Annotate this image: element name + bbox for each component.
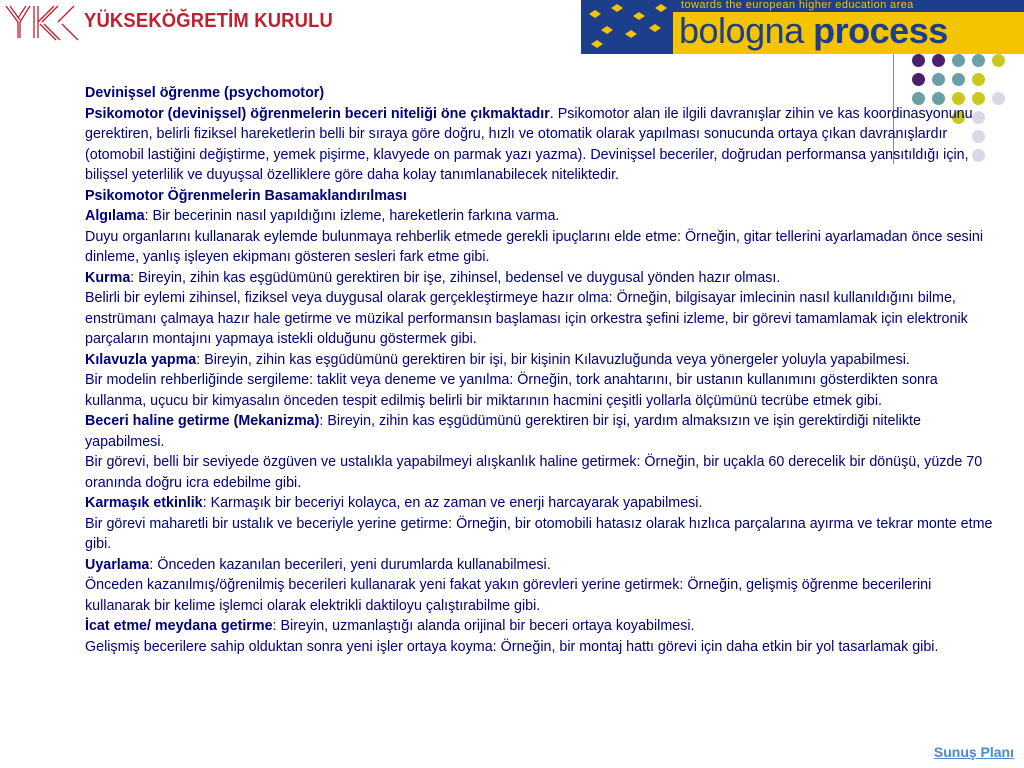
level-example: Duyu organlarını kullanarak eylemde bulunmaya rehberlik etmede gerekli ipuçlarını elde etme: Örneğin, gitar tellerini ayarlamadan önce sesini dinleme, yanlış işleyen ekipmanı gösteren sesleri fark etme gibi. bbox=[85, 228, 984, 265]
intro-paragraph bbox=[85, 104, 995, 186]
bologna-wordmark bbox=[679, 10, 948, 52]
level-definition-text: : Bireyin, zihin kas eşgüdümünü gerektiren bir işi, yardım almaksızın ve işin gerektirdiği nitelikte yapabilmesi. bbox=[85, 413, 921, 450]
bologna-word-bold: process bbox=[813, 10, 948, 51]
dot bbox=[972, 54, 985, 67]
level-definition-text: : Bireyin, uzmanlaştığı alanda orijinal bir beceri ortaya koyabilmesi. bbox=[272, 618, 695, 634]
level-example: Bir görevi, belli bir seviyede özgüven ve ustalıkla yapabilmeyi alışkanlık haline getirmek: Örneğin, bir uçakla 60 derecelik bir dönüşü, yüzde 70 oranında doğru icra edebilme gibi. bbox=[85, 454, 983, 491]
yok-logo-text: YÜKSEKÖĞRETİM KURULU bbox=[84, 9, 334, 32]
bologna-emblem bbox=[581, 0, 673, 54]
level-term: Beceri haline getirme (Mekanizma) bbox=[85, 413, 320, 429]
level-term: Kurma bbox=[85, 269, 131, 286]
bologna-process-banner bbox=[581, 0, 1024, 54]
dot bbox=[912, 54, 925, 67]
level-term: İcat etme/ meydana getirme bbox=[85, 618, 273, 634]
intro-text: . Psikomotor alan ile ilgili davranışlar zihin ve kas koordinasyonunu gerektiren, belirli fiziksel hareketlerin belli bir sıraya göre doğru, hızlı ve otomatik olarak yapılması sonucunda ortaya çıkan davranışlardır (otomobil lastiğini değiştirme, yemek pişirme, klavyede on parmak yazı yazma). Devinişsel beceriler, doğrudan performansa yansıtıldığı için, bilişsel yeterlilik ve duyuşsal özelliklere göre daha kolay tanımlanabilecek niteliktedir. bbox=[85, 105, 973, 183]
level-definition-text: : Önceden kazanılan becerileri, yeni durumlarda kullanabilmesi. bbox=[149, 556, 551, 573]
dot bbox=[952, 54, 965, 67]
level-example: Bir görevi maharetli bir ustalık ve beceriyle yerine getirme: Örneğin, bir otomobili hatasız olarak hızlıca parçalarına ayırma ve tekrar monte etme gibi. bbox=[85, 515, 993, 552]
level-term: Algılama bbox=[85, 208, 145, 224]
level-definition-text: : Karmaşık bir beceriyi kolayca, en az zaman ve enerji harcayarak yapabilmesi. bbox=[202, 495, 703, 511]
level-definition-text: : Bir becerinin nasıl yapıldığını izleme, hareketlerin farkına varma. bbox=[144, 208, 560, 224]
level-definition bbox=[85, 493, 995, 514]
level-example: Bir modelin rehberliğinde sergileme: taklit veya deneme ve yanılma: Örneğin, tork anahtarını, bir ustanın kullanımını gösterdikten sonra kullanma, uçucu bir kimyasalın önceden tespit edilmiş belirli bir miktarının hacmini çeşitli yollarla ölçümünü tecrübe etmek gibi. bbox=[85, 372, 938, 409]
level-example: Önceden kazanılmış/öğrenilmiş becerileri kullanarak yeni fakat yakın görevleri yerine getirmek: Örneğin, gelişmiş öğrenme becerilerini kullanarak bir kelime işlemci olarak elektrikli daktiloyu çalıştırabilme gibi. bbox=[85, 577, 932, 614]
level-definition bbox=[85, 411, 995, 452]
level-definition-text: : Bireyin, zihin kas eşgüdümünü gerektiren bir işe, zihinsel, bedensel ve duygusal yönden hazır olması. bbox=[130, 269, 781, 286]
level-term: Kılavuzla yapma bbox=[85, 351, 197, 368]
level-definition bbox=[85, 350, 995, 371]
dot bbox=[932, 54, 945, 67]
page-title: Devinişsel öğrenme (psychomotor) bbox=[85, 85, 325, 101]
level-term: Uyarlama bbox=[85, 556, 150, 573]
level-definition bbox=[85, 206, 995, 227]
levels-heading: Psikomotor Öğrenmelerin Basamaklandırılması bbox=[85, 187, 407, 204]
dot bbox=[992, 54, 1005, 67]
bologna-word-light: bologna bbox=[679, 10, 804, 51]
bologna-stars-icon bbox=[581, 0, 673, 54]
level-example: Gelişmiş becerilere sahip olduktan sonra yeni işler ortaya koyma: Örneğin, bir montaj hattı görevi için daha etkin bir yol tasarlamak gibi. bbox=[85, 638, 939, 655]
level-definition-text: : Bireyin, zihin kas eşgüdümünü gerektiren bir işi, bir kişinin Kılavuzluğunda veya yönergeler yoluyla yapabilmesi. bbox=[196, 351, 910, 368]
slide-content bbox=[85, 83, 995, 657]
sunus-plani-link[interactable]: Sunuş Planı bbox=[933, 744, 1014, 760]
level-definition bbox=[85, 555, 995, 576]
level-example: Belirli bir eylemi zihinsel, fiziksel veya duygusal olarak gerçekleştirmeye hazır olma: Örneğin, bilgisayar imlecinin nasıl kullanıldığını bilme, enstrümanı çalmaya hazır hale getirme ve müzikal performansın başlaması için orkestra şefini izleme, bir görevi tamamlamak için elektronik parçaların montajını yapmaya istekli olduğunu göstermek gibi. bbox=[85, 290, 968, 347]
level-term: Karmaşık etkinlik bbox=[85, 495, 203, 511]
level-definition bbox=[85, 268, 995, 289]
bologna-tagline: towards the european higher education area bbox=[681, 0, 914, 11]
intro-bold: Psikomotor (devinişsel) öğrenmelerin beceri niteliği öne çıkmaktadır bbox=[85, 105, 550, 122]
yok-emblem-icon bbox=[4, 2, 82, 42]
level-definition bbox=[85, 616, 995, 637]
yok-logo bbox=[4, 2, 355, 42]
